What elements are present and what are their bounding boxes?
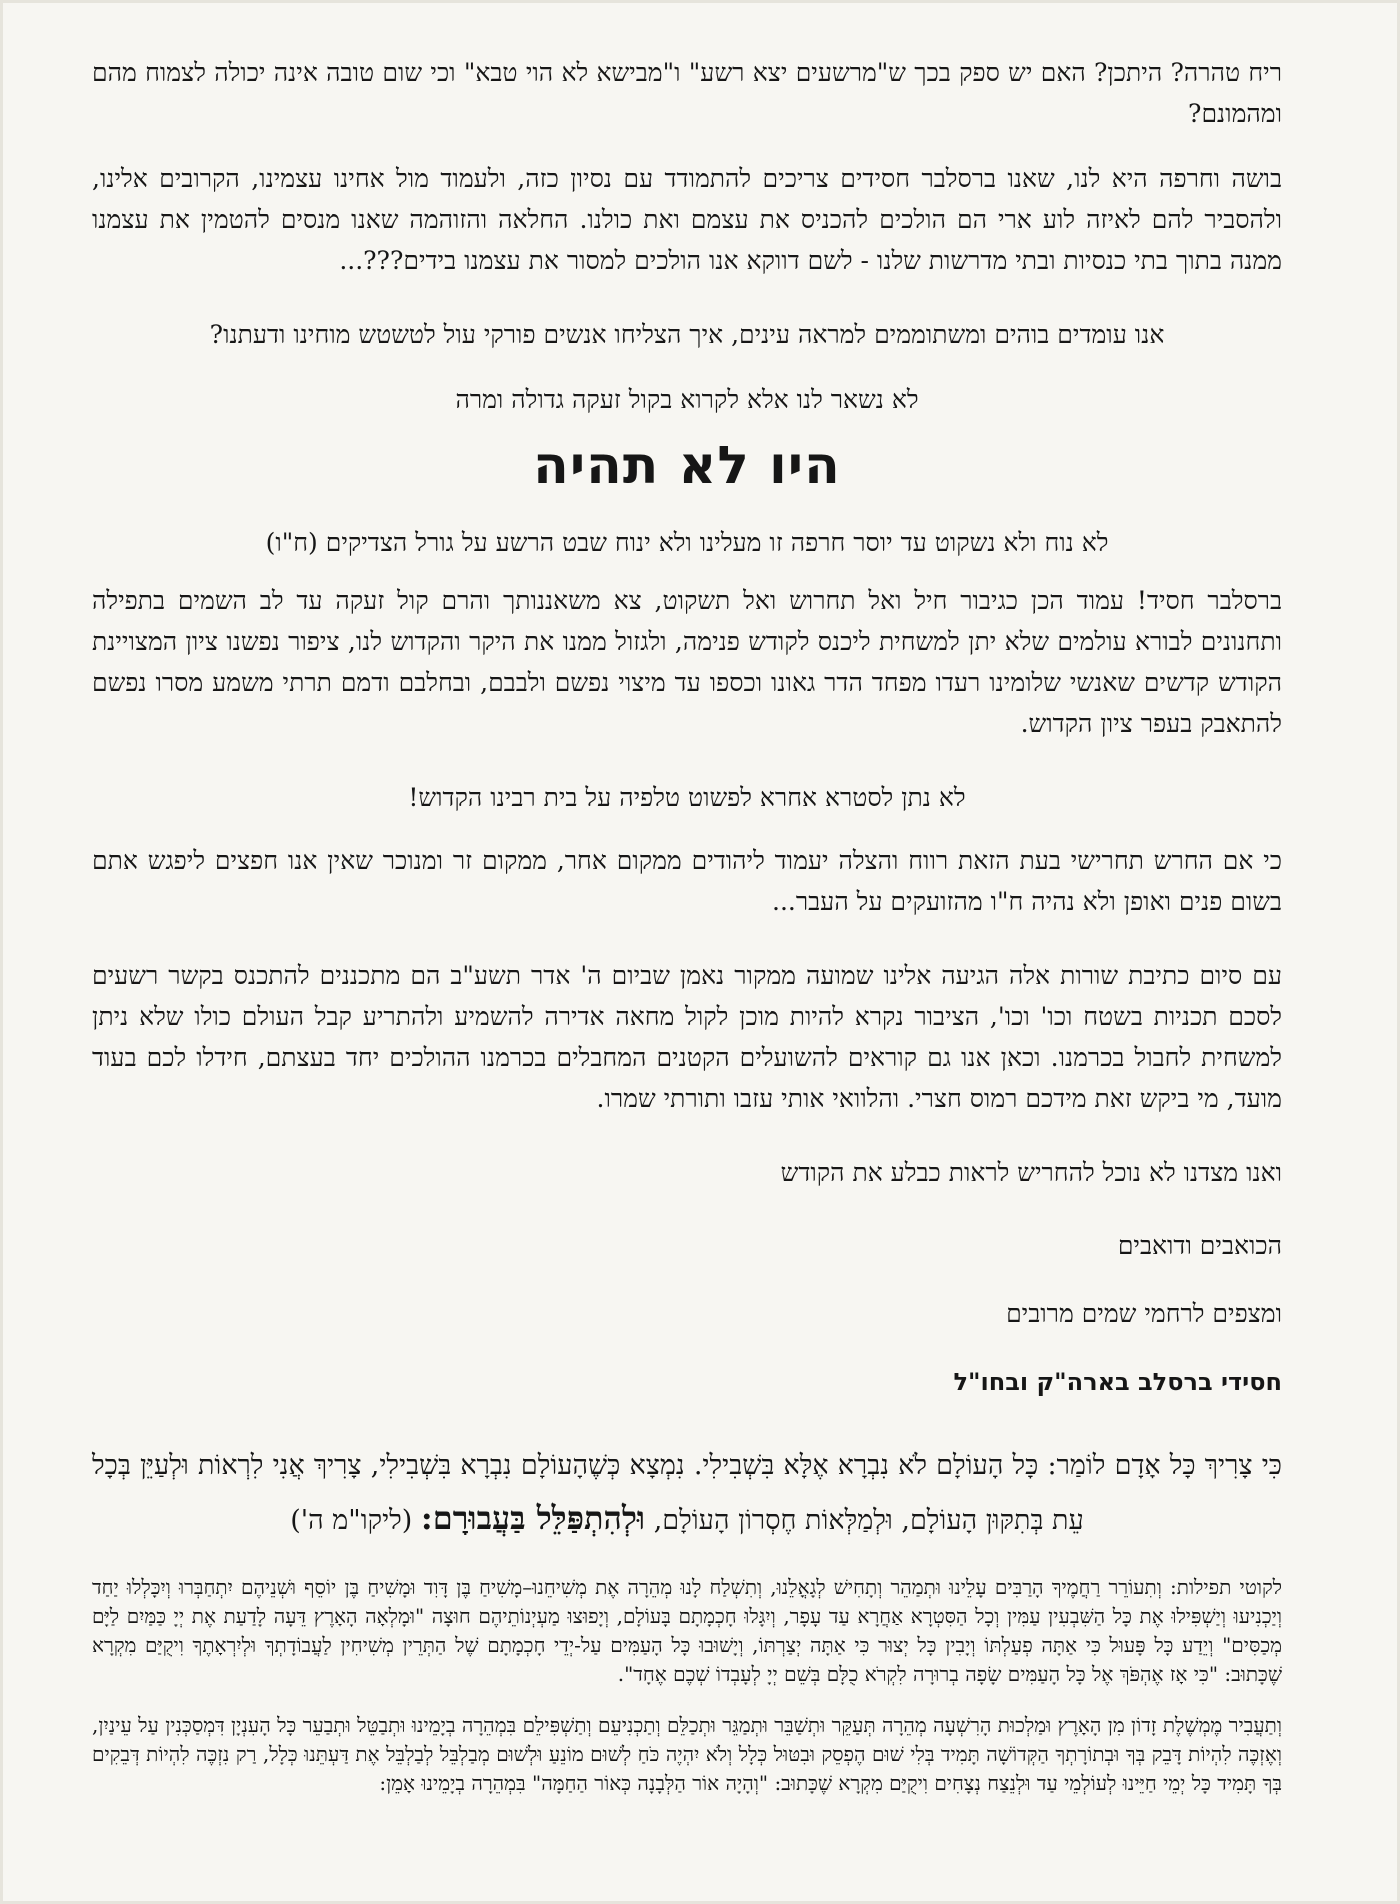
likutei-moharan-quote bbox=[92, 1440, 1282, 1547]
prayer-paragraph-1: לקוטי תפילות: וְתִעוֹרֵר רַחֲמֶיךָ הָרַבִּים עָלֵינוּ וּתְמַהֵר וְתָחִישׁ לְגָאֳלֵנוּ, וְתִשְׁלַח לָנוּ מְהֵרָה אֶת מְשִׁיחֵנוּ–מָשִׁיחַ בֶּן דָּוִד וּמָשִׁיחַ בֶּן יוֹסֵף וּשְׁנֵיהֶם יִתְחַבְּרוּ וְיִכָּלְלוּ יַחַד וְיַכְנִיעוּ וְיַשְׁפִּילוּ אֶת כָּל הַשִּׁבְעִין עַמִּין וְכָל הַסִּטְרָא אַחֲרָא עַד עָפָר, וְיִגָּלוּ חָכְמָתָם בָּעוֹלָם, וְיָפוּצוּ מַעְיְנוֹתֵיהֶם חוּצָה "וּמָלְאָה הָאָרֶץ דֵּעָה לָדַעַת אֶת יְיָ כַּמַּיִם לַיָּם מְכַסִּים" וְיֵדַע כָּל פָּעוּל כִּי אַתָּה פְעַלְתּוֹ וְיָבִין כָּל יְצוּר כִּי אַתָּה יְצַרְתּוֹ, וְיָשׁוּבוּ כָּל הָעַמִּים עַל-יְדֵי חָכְמָתָם שֶׁל הַתְּרֵין מְשִׁיחִין לַעֲבוֹדָתְךָ וּלְיִרְאָתֶךָ וִיקֻיַּם מִקְרָא שֶׁכָּתוּב: "כִּי אָז אֶהְפֹּךְ אֶל כָּל הָעַמִּים שָׂפָה בְרוּרָה לִקְרֹא כֻלָּם בְּשֵׁם יְיָ לְעָבְדוֹ שְׁכֶם אֶחָד". bbox=[92, 1575, 1282, 1686]
headline: היו לא תהיה bbox=[533, 436, 841, 496]
paragraph-if-silent: כי אם החרש תחרישי בעת הזאת רווח והצלה יעמוד ליהודים ממקום אחר, ממקום זר ומנוכר שאין אנו חפצים ליפגש אתם בשום פנים ואופן ולא נהיה ח"ו מהזועקים על העבר... bbox=[92, 846, 1282, 916]
signature-line-1: הכואבים ודואבים bbox=[1117, 1231, 1282, 1260]
subheadline: לא נוח ולא נשקוט עד יוסר חרפה זו מעלינו ולא ינוח שבט הרשע על גורל הצדיקים (ח"ו) bbox=[265, 528, 1109, 557]
paragraph-cry-out: לא נשאר לנו אלא לקרוא בקול זעקה גדולה ומרה bbox=[455, 385, 919, 414]
paragraph-sitra-achra: לא נתן לסטרא אחרא לפשוט טלפיה על בית רבינו הקדוש! bbox=[408, 783, 966, 812]
paragraph-opening-question: ריח טהרה? היתכן? האם יש ספק בכך ש"מרשעים יצא רשע" ו"מבישא לא הוי טבא" וכי שום טובה אינה יכולה לצמוח מהם ומהמונם? bbox=[92, 58, 1282, 128]
signature-block bbox=[92, 1226, 1282, 1402]
paragraph-astonished: אנו עומדים בוהים ומשתוממים למראה עינים, איך הצליחו אנשים פורקי עול לטשטש מוחינו ודעתנו? bbox=[209, 320, 1165, 349]
paragraph-rumor-update: עם סיום כתיבת שורות אלה הגיעה אלינו שמועה ממקור נאמן שביום ה' אדר תשע"ב הם מתכננים להתכנס בקשר רשעים לסכם תכניות בשטח וכו' וכו', הציבור נקרא להיות מוכן לקול מחאה אדירה להשמיע ולהתריע קבל העולם כולו שלא ניתן למשחית לחבול בכרמנו. וכאן אנו גם קוראים להשועלים הקטנים המחבלים בכרמנו ההולכים יחד בעצתם, חידלו לכם בעוד מועד, מי ביקש זאת מידכם רמוס חצרי. והלוואי אותי עזבו ותורתי שמרו. bbox=[92, 961, 1282, 1113]
prayer-paragraph-2: וְתַעֲבִיר מֶמְשֶׁלֶת זָדוֹן מִן הָאָרֶץ וּמַלְכוּת הָרִשְׁעָה מְהֵרָה תְּעַקֵּר וּתְשַׁבֵּר וּתְמַגֵּר וּתְכַלֵּם וְתַכְנִיעֵם וְתַשְׁפִּילֵם בִּמְהֵרָה בְיָמֵינוּ וּתְבַטֵּל וּתְבַעֵר כָּל הָעִנְיָן דִּמְסַכְּנִין עַל עֵינַיִן, וְאֶזְכֶּה לִהְיוֹת דָּבֵק בְּךָ וּבְתוֹרָתְךָ הַקְּדוֹשָׁה תָּמִיד בְּלִי שׁוּם הֶפְסֵק וּבִטּוּל כְּלָל וְלֹא יִהְיֶה כֹּחַ לְשׁוּם מוֹנֵעַ וּלְשׁוּם מְבַלְבֵּל לְבַלְבֵּל אֶת דַּעְתֵּנוּ כְּלָל, רַק נִזְכֶּה לִהְיוֹת דְּבֵקִים בְּךָ תָּמִיד כָּל יְמֵי חַיֵּינוּ לְעוֹלְמֵי עַד וּלְנֵצַח נְצָחִים וִיקֻיַּם מִקְרָא שֶׁכָּתוּב: "וְהָיָה אוֹר הַלְּבָנָה כְּאוֹר הַחַמָּה" בִּמְהֵרָה בְיָמֵינוּ אָמֵן: bbox=[92, 1713, 1282, 1795]
quote-main-text: כִּי צָרִיךְ כָּל אָדָם לוֹמַר: כָּל הָעוֹלָם לֹא נִבְרָא אֶלָּא בִּשְׁבִילִי. נִמְצָא כְּשֶׁהָעוֹלָם נִבְרָא בִּשְׁבִילִי, צָרִיךְ אֲנִי לִרְאוֹת וּלְעַיֵּן בְּכָל עֵת בְּתִקּוּן הָעוֹלָם, וּלְמַלְּאוֹת חֶסְרוֹן הָעוֹלָם, bbox=[92, 1450, 1282, 1536]
quote-emphasis: וּלְהִתְפַּלֵּל בַּעֲבוּרָם: bbox=[420, 1499, 646, 1537]
paragraph-cannot-be-silent: ואנו מצדנו לא נוכל להחריש לראות כבלע את הקודש bbox=[780, 1158, 1282, 1187]
paragraph-shame: בושה וחרפה היא לנו, שאנו ברסלבר חסידים צריכים להתמודד עם נסיון כזה, ולעמוד מול אחינו עצמינו, הקרובים אלינו, ולהסביר להם לאיזה לוע ארי הם הולכים להכניס את עצמם ואת כולנו. החלאה והזוהמה שאנו מנסים להטמין את עצמנו ממנה בתוך בתי כנסיות ובתי מדרשות שלנו - לשם דווקא אנו הולכים למסור את עצמנו בידים???... bbox=[92, 164, 1282, 275]
signature-line-3: חסידי ברסלב בארה"ק ובחו"ל bbox=[953, 1368, 1282, 1396]
signature-line-2: ומצפים לרחמי שמים מרובים bbox=[1006, 1299, 1282, 1328]
quote-source: (ליקו"מ ה') bbox=[290, 1505, 413, 1536]
paragraph-call-to-hasid: ברסלבר חסיד! עמוד הכן כגיבור חיל ואל תחרוש ואל תשקוט, צא משאננותך והרם קול זעקה עד לב השמים בתפילה ותחנונים לבורא עולמים שלא יתן למשחית ליכנס לקודש פנימה, ולגזול ממנו את היקר והקדוש לנו, ציפור נפשנו ציון המצויינת הקודש קדשים שאנשי שלומינו רעדו מפחד הדר גאונו וכספו עד מיצוי נפשם ולבבם, ובחלבם ודמם תרתי משמע מסרו נפשם להתאבק בעפר ציון הקדוש. bbox=[92, 586, 1282, 738]
